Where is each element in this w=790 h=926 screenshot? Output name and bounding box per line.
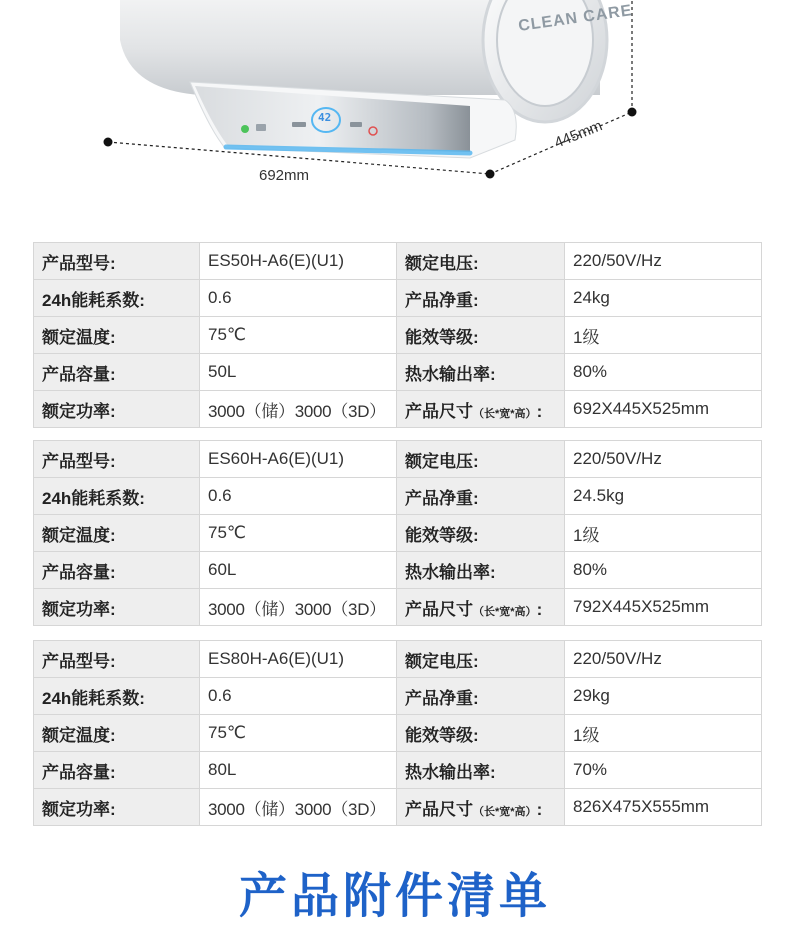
spec-label (397, 589, 565, 626)
spec-value: ES80H-A6(E)(U1) (200, 641, 397, 678)
spec-row (34, 317, 762, 354)
spec-label: 额定电压: (397, 243, 565, 280)
spec-value: 75℃ (200, 715, 397, 752)
power-indicator-icon (241, 125, 249, 133)
spec-value: 1级 (565, 317, 762, 354)
spec-row (34, 715, 762, 752)
spec-label-text: 产品尺寸 (405, 401, 473, 421)
spec-value: 29kg (565, 678, 762, 715)
spec-label-colon: : (536, 599, 543, 619)
spec-label: 热水输出率: (397, 552, 565, 589)
depth-dimension-label: 445mm (552, 117, 605, 152)
spec-label: 额定功率: (34, 789, 200, 826)
spec-value: 80% (565, 552, 762, 589)
spec-label: 额定电压: (397, 641, 565, 678)
display-readout: 42 (318, 111, 332, 124)
spec-value: 0.6 (200, 678, 397, 715)
spec-value: ES60H-A6(E)(U1) (200, 441, 397, 478)
spec-row (34, 441, 762, 478)
spec-row (34, 391, 762, 428)
spec-row (34, 354, 762, 391)
spec-label: 热水输出率: (397, 354, 565, 391)
spec-label-colon: : (536, 401, 543, 421)
spec-value: 75℃ (200, 515, 397, 552)
spec-label: 产品型号: (34, 441, 200, 478)
spec-value: 0.6 (200, 280, 397, 317)
spec-label: 产品型号: (34, 641, 200, 678)
spec-label: 热水输出率: (397, 752, 565, 789)
spec-row (34, 678, 762, 715)
spec-row (34, 752, 762, 789)
spec-label: 能效等级: (397, 317, 565, 354)
spec-value: 50L (200, 354, 397, 391)
spec-row (34, 478, 762, 515)
spec-row (34, 641, 762, 678)
spec-value: 3000（储）3000（3D） (200, 391, 397, 428)
spec-value: 80% (565, 354, 762, 391)
spec-value: 1级 (565, 515, 762, 552)
spec-row (34, 552, 762, 589)
spec-label: 产品净重: (397, 478, 565, 515)
spec-label-text: 产品尺寸 (405, 799, 473, 819)
spec-value: 70% (565, 752, 762, 789)
spec-label: 产品型号: (34, 243, 200, 280)
spec-value: 1级 (565, 715, 762, 752)
spec-label: 产品容量: (34, 752, 200, 789)
spec-label-text: 产品尺寸 (405, 599, 473, 619)
spec-value: 60L (200, 552, 397, 589)
spec-value: ES50H-A6(E)(U1) (200, 243, 397, 280)
spec-row (34, 789, 762, 826)
width-dimension-label: 692mm (259, 167, 310, 184)
spec-label: 产品容量: (34, 354, 200, 391)
spec-label-note: （长*宽*高） (473, 805, 537, 818)
spec-value: 80L (200, 752, 397, 789)
spec-value: 220/50V/Hz (565, 243, 762, 280)
product-illustration (0, 0, 790, 215)
spec-label: 额定温度: (34, 515, 200, 552)
spec-label: 24h能耗系数: (34, 280, 200, 317)
spec-label: 24h能耗系数: (34, 478, 200, 515)
spec-label: 额定电压: (397, 441, 565, 478)
water-heater-drawing (0, 0, 790, 215)
spec-row (34, 280, 762, 317)
spec-row (34, 589, 762, 626)
spec-row (34, 243, 762, 280)
spec-label: 额定功率: (34, 391, 200, 428)
section-title-accessories: 产品附件清单 (238, 868, 551, 924)
spec-label: 产品净重: (397, 678, 565, 715)
spec-label-colon: : (536, 799, 543, 819)
spec-value: 24kg (565, 280, 762, 317)
spec-value: 24.5kg (565, 478, 762, 515)
spec-label-note: （长*宽*高） (473, 605, 537, 618)
spec-table-es50h (33, 242, 762, 428)
spec-label (397, 391, 565, 428)
spec-row (34, 515, 762, 552)
spec-value: 792X445X525mm (565, 589, 762, 626)
spec-label: 额定温度: (34, 715, 200, 752)
spec-value: 220/50V/Hz (565, 441, 762, 478)
brand-logo-text: CLEAN CARE (517, 2, 634, 35)
spec-label: 产品净重: (397, 280, 565, 317)
spec-value: 3000（储）3000（3D） (200, 589, 397, 626)
spec-table-es80h (33, 640, 762, 826)
spec-label-note: （长*宽*高） (473, 407, 537, 420)
spec-label: 产品容量: (34, 552, 200, 589)
spec-label: 额定功率: (34, 589, 200, 626)
spec-value: 826X475X555mm (565, 789, 762, 826)
spec-label: 24h能耗系数: (34, 678, 200, 715)
spec-value: 0.6 (200, 478, 397, 515)
spec-label: 额定温度: (34, 317, 200, 354)
spec-label: 能效等级: (397, 515, 565, 552)
spec-table-es60h (33, 440, 762, 626)
spec-value: 220/50V/Hz (565, 641, 762, 678)
spec-label (397, 789, 565, 826)
spec-label: 能效等级: (397, 715, 565, 752)
spec-value: 75℃ (200, 317, 397, 354)
spec-value: 3000（储）3000（3D） (200, 789, 397, 826)
spec-value: 692X445X525mm (565, 391, 762, 428)
